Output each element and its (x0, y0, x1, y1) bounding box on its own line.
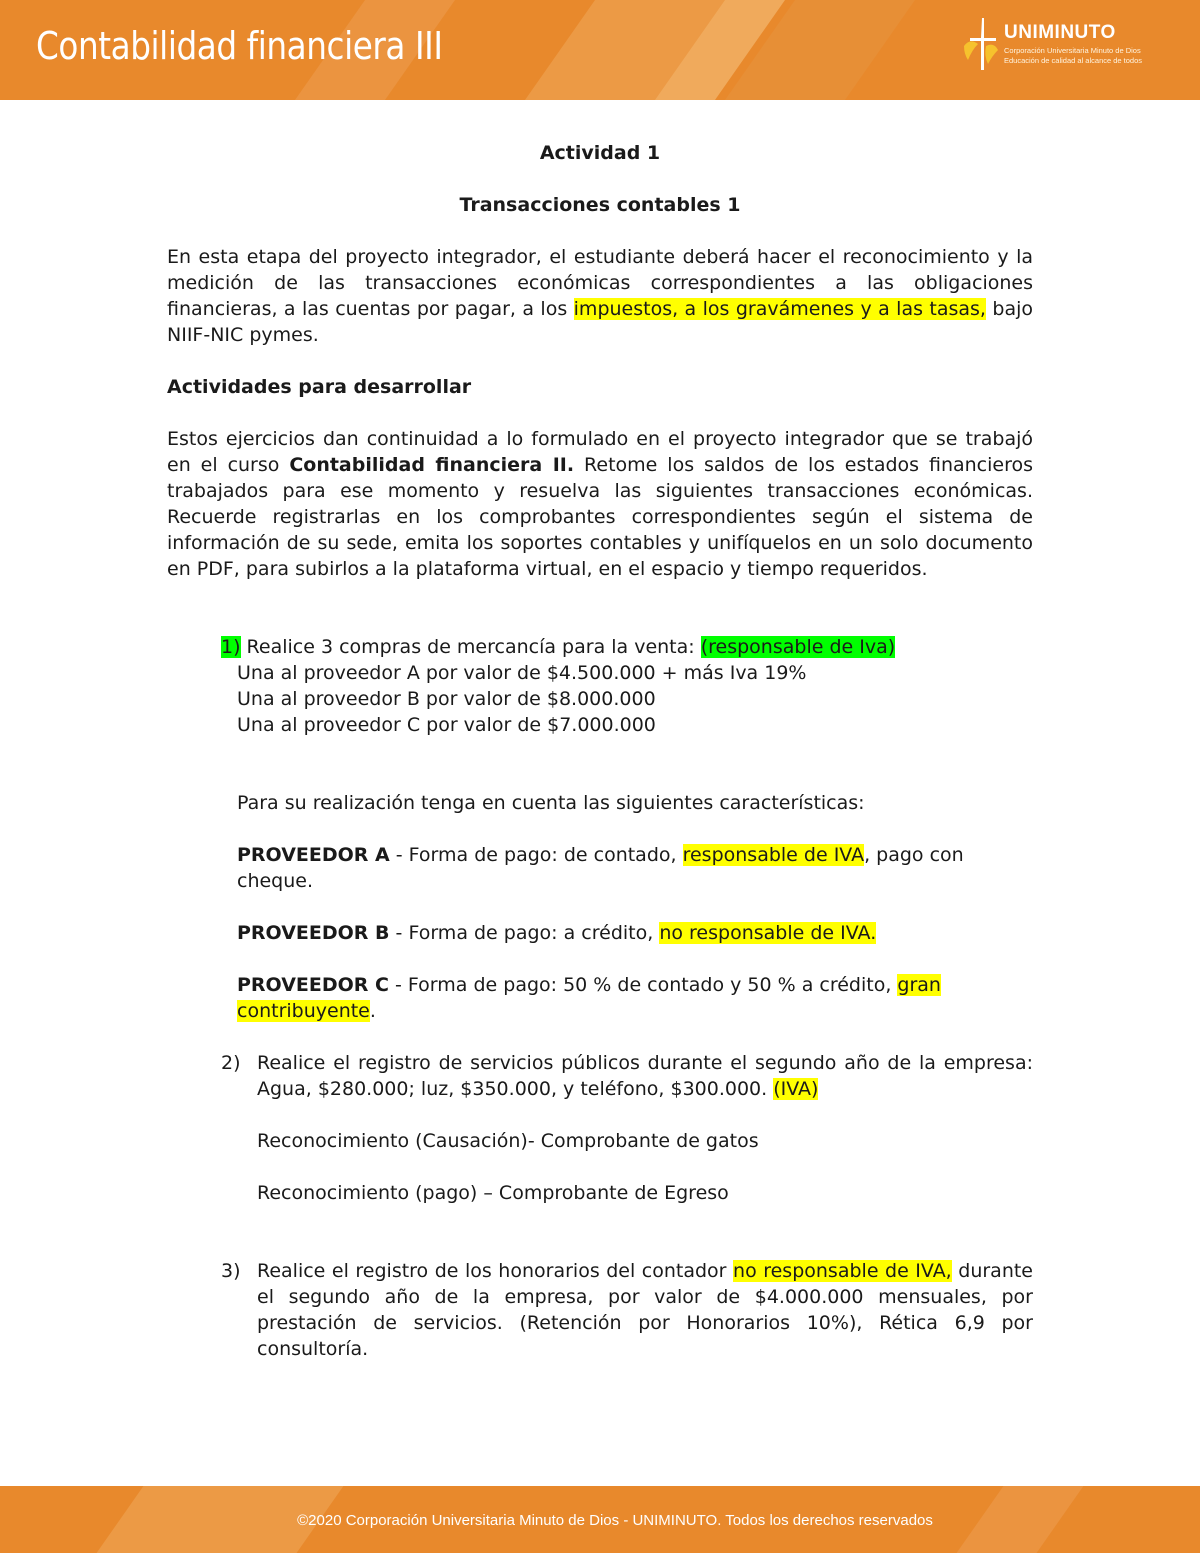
recognition-line: Reconocimiento (pago) – Comprobante de Egreso (257, 1182, 729, 1204)
provider-highlight: gran contribuyente (237, 974, 941, 1022)
document-body (167, 140, 1033, 1362)
item-highlight: (IVA) (773, 1078, 819, 1100)
header-banner (0, 0, 1200, 100)
item1-note: Para su realización tenga en cuenta las siguientes características: (237, 792, 865, 814)
provider-text: - Forma de pago: de contado, (389, 844, 683, 866)
provider-c (237, 972, 1033, 1024)
item-number: 3) (221, 1260, 241, 1282)
item-text: durante el segundo año de la empresa, por valor de $4.000.000 mensuales, por prestación de servicios. (Retención por Honorarios 10%), Rética 6,9 por consultoría. (257, 1260, 1033, 1360)
provider-text: . (369, 1000, 376, 1022)
provider-a (237, 842, 1033, 894)
intro-highlight: impuestos, a los gravámenes y a las tasas, (573, 298, 986, 320)
provider-highlight: responsable de IVA (682, 844, 865, 866)
copyright-text: ©2020 Corporación Universitaria Minuto de Dios - UNIMINUTO. Todos los derechos reservados (297, 1512, 933, 1529)
item2-text (257, 1050, 1033, 1102)
provider-text: , pago con cheque. (237, 844, 964, 892)
intro-text: bajo NIIF-NIC pymes. (167, 298, 1033, 346)
provider-label: PROVEEDOR B (237, 922, 390, 944)
item3-text (257, 1258, 1033, 1362)
section-text: Retome los saldos de los estados financieros trabajados para ese momento y resuelva las siguientes transacciones económicas. Recuerde registrarlas en los comprobantes correspondientes según el sistema de información de su sede, emita los soportes contables y unifíquelos en un solo documento en PDF, para subirlos a la plataforma virtual, en el espacio y tiempo requeridos. (167, 454, 1033, 580)
item-highlight: no responsable de IVA, (733, 1260, 952, 1282)
section-paragraph (167, 426, 1033, 582)
item-highlight: (responsable de Iva) (700, 636, 896, 658)
purchase-line: Una al proveedor A por valor de $4.500.000 + más Iva 19% (237, 662, 807, 684)
recognition-line: Reconocimiento (Causación)- Comprobante de gatos (257, 1130, 759, 1152)
list-item (167, 1258, 1033, 1362)
logo-tagline: Corporación Universitaria Minuto de Dios (1004, 46, 1141, 55)
item-number: 2) (221, 1052, 241, 1074)
document-subtitle: Transacciones contables 1 (459, 194, 741, 216)
list-item (167, 1050, 1033, 1206)
provider-b (237, 920, 1033, 946)
logo-brand: UNIMINUTO (1004, 22, 1116, 43)
course-title: Contabilidad financiera III (36, 24, 443, 68)
uniminuto-logo (960, 16, 1160, 76)
footer-banner (0, 1486, 1200, 1553)
section-heading: Actividades para desarrollar (167, 376, 472, 398)
provider-label: PROVEEDOR C (237, 974, 389, 996)
document-title: Actividad 1 (539, 142, 661, 164)
provider-highlight: no responsable de IVA. (659, 922, 877, 944)
purchase-line: Una al proveedor B por valor de $8.000.000 (237, 688, 656, 710)
intro-paragraph (167, 244, 1033, 348)
intro-text: En esta etapa del proyecto integrador, el estudiante deberá hacer el reconocimiento y la medición de las transacciones económicas correspondientes a las obligaciones financieras, a las cuentas por pagar, a los (167, 246, 1033, 320)
provider-label: PROVEEDOR A (237, 844, 390, 866)
item-text: Realice 3 compras de mercancía para la venta: (240, 636, 701, 658)
provider-text: - Forma de pago: 50 % de contado y 50 % a crédito, (388, 974, 898, 996)
logo-mark-icon (960, 16, 1000, 72)
logo-tagline: Educación de calidad al alcance de todos (1004, 56, 1143, 65)
list-item (167, 634, 1033, 1024)
item-text: Realice el registro de los honorarios del contador (257, 1260, 734, 1282)
item-text: Realice el registro de servicios públicos durante el segundo año de la empresa: Agua, $280.000; luz, $350.000, y teléfono, $300.000. (257, 1052, 1033, 1100)
section-text: Estos ejercicios dan continuidad a lo formulado en el proyecto integrador que se trabajó en el curso (167, 428, 1033, 476)
course-reference: Contabilidad financiera II. (289, 454, 575, 476)
item-number: 1) (221, 636, 241, 658)
item1-heading (221, 634, 1033, 660)
purchase-line: Una al proveedor C por valor de $7.000.000 (237, 714, 656, 736)
provider-text: - Forma de pago: a crédito, (389, 922, 660, 944)
